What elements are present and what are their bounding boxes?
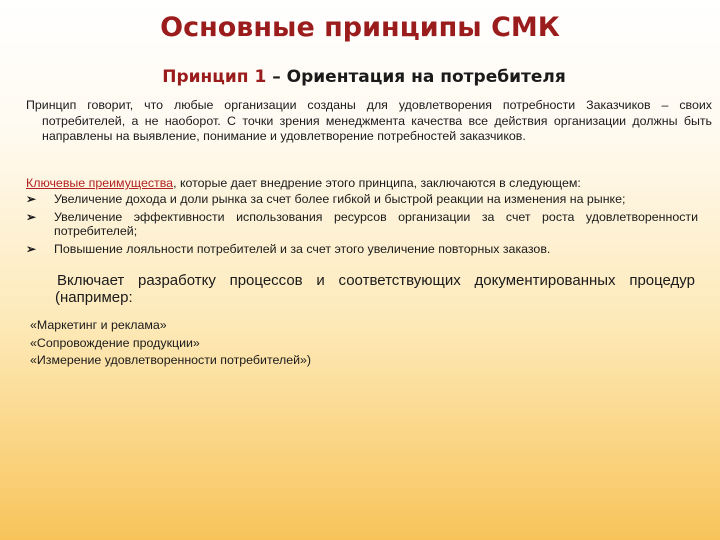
list-item [26,242,698,257]
benefits-intro-text: , которые дает внедрение этого принципа, заключаются в следующем: [173,176,581,190]
principle-heading [0,67,720,87]
key-benefits-link[interactable]: Ключевые преимущества [26,176,174,190]
includes-paragraph: Включает разработку процессов и соответствующих документированных процедур (например: [55,272,695,306]
benefits-list [26,192,698,259]
list-item: «Маркетинг и реклама» [30,318,167,332]
examples-list [30,317,430,370]
list-item: «Сопровождение продукции» [30,335,200,350]
benefit-text: Увеличение эффективности использования ресурсов организации за счет роста удовлетворенности потребителей; [54,209,698,238]
arrow-bullet-icon: ➢ [26,209,37,224]
benefit-text: Увеличение дохода и доли рынка за счет более гибкой и быстрой реакции на изменения на рынке; [54,192,626,206]
principle-dash: – [266,67,287,87]
benefits-intro [26,175,706,191]
list-item: «Измерение удовлетворенности потребителей») [30,353,312,367]
list-item [26,210,698,239]
arrow-bullet-icon: ➢ [26,192,37,206]
benefit-text: Повышение лояльности потребителей и за счет этого увеличение повторных заказов. [54,241,551,256]
intro-paragraph: Принцип говорит, что любые организации созданы для удовлетворения потребности Заказчиков – своих потребителей, а не наоборот. С точки зрения менеджмента качества все действия организации должны быть направлены на выявление, понимание и удовлетворение потребностей заказчиков. [26,98,712,143]
list-item [26,192,698,207]
principle-number: Принцип 1 [162,67,267,87]
principle-name: Ориентация на потребителя [286,67,566,87]
arrow-bullet-icon: ➢ [26,241,37,256]
page-title: Основные принципы СМК [160,12,560,43]
